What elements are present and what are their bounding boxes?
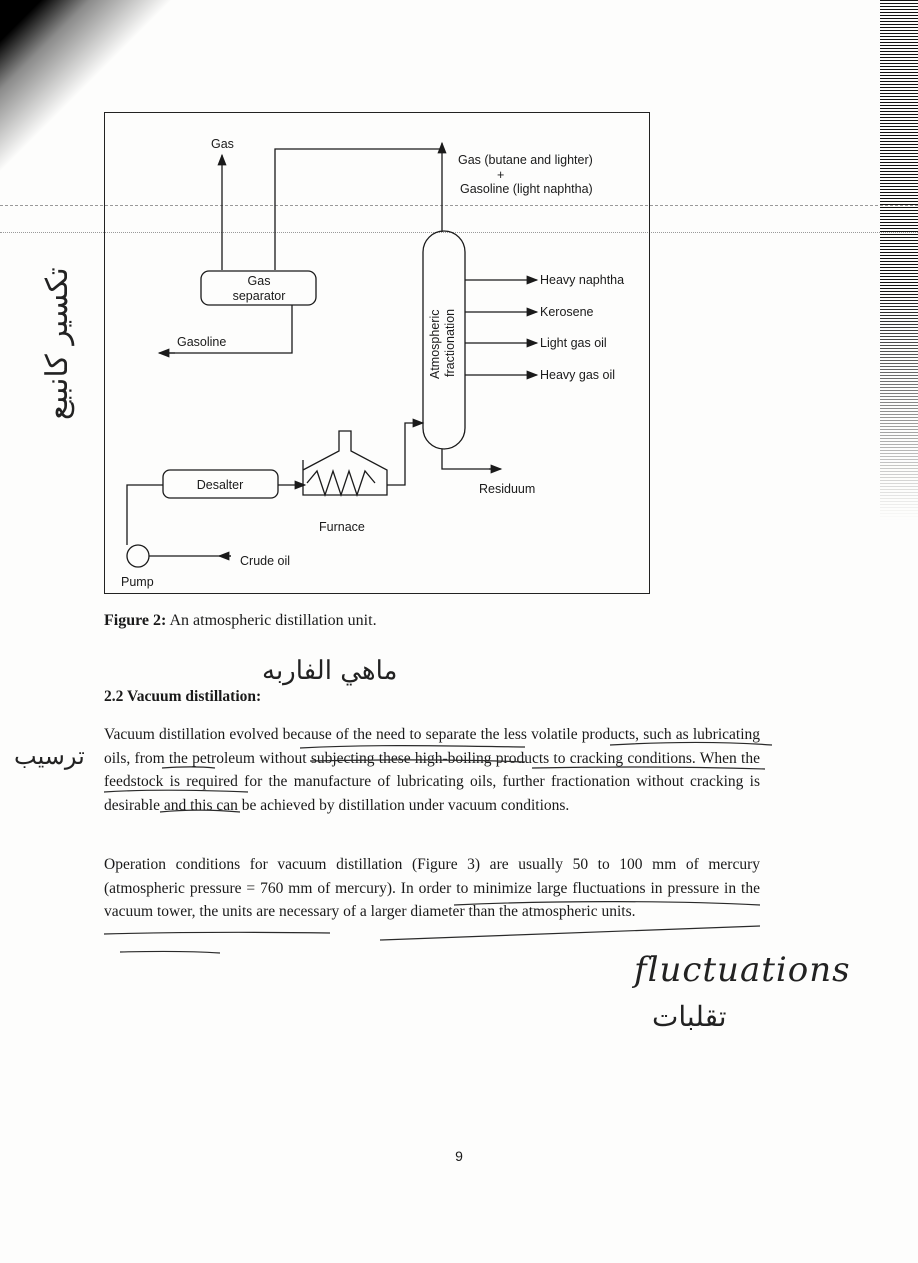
- caption-prefix: Figure 2:: [104, 612, 167, 629]
- strike-fractionation: [160, 810, 240, 812]
- label-plus: +: [497, 168, 505, 182]
- label-light-gas-oil: Light gas oil: [540, 336, 607, 350]
- handwritten-fluctuations: fluctuations: [634, 950, 851, 990]
- label-gas-separator-1: Gas: [247, 274, 271, 288]
- label-heavy-gas-oil: Heavy gas oil: [540, 368, 616, 382]
- label-column-2: fractionation: [443, 308, 457, 377]
- underline-long: [380, 926, 760, 940]
- label-desalter: Desalter: [196, 478, 244, 492]
- paragraph-vacuum-intro: Vacuum distillation evolved because of the need to separate the less volatile products, such as lubricating oils, from the petroleum without subjecting these high-boiling products to cracking conditions. When the feedstock is required for the manufacture of lubricating oils, further fractionation without cracking is desirable and this can be achieved by distillation under vacuum conditions.: [104, 726, 760, 814]
- label-gasoline-light-naphtha: Gasoline (light naphtha): [460, 182, 593, 196]
- caption-text: An atmospheric distillation unit.: [166, 612, 377, 629]
- underline-products: [610, 742, 772, 745]
- underline-atmospheric-units: [104, 932, 330, 934]
- underline-high-boiling: [532, 767, 765, 769]
- underline-cracking: [104, 790, 248, 792]
- label-gas-top: Gas: [211, 137, 234, 151]
- label-gasoline: Gasoline: [177, 335, 227, 349]
- label-gas-butane: Gas (butane and lighter): [458, 153, 593, 167]
- handwritten-arabic-heading-note: ماهي الفاربه: [262, 656, 398, 686]
- strike-without-subjecting: [310, 760, 525, 762]
- underline-short: [120, 951, 220, 953]
- label-pump: Pump: [121, 575, 154, 589]
- label-column-1: Atmospheric: [428, 309, 442, 379]
- paragraph-operation-conditions: Operation conditions for vacuum distillation (Figure 3) are usually 50 to 100 mm of mercury (atmospheric pressure = 760 mm of mercury). In order to minimize large fluctuations in pressure in the vacuum tower, the units are necessary of a larger diameter than the atmospheric units.: [104, 856, 760, 921]
- handwritten-fluctuations-arabic: تقلبات: [652, 1000, 727, 1033]
- label-kerosene: Kerosene: [540, 305, 594, 319]
- label-crude-oil: Crude oil: [240, 554, 291, 568]
- underline-petroleum: [300, 746, 525, 748]
- section-heading: 2.2 Vacuum distillation:: [104, 688, 262, 705]
- label-gas-separator-2: separator: [232, 289, 286, 303]
- underline-oils: [162, 767, 215, 768]
- handwritten-arabic-margin-note: ترسيب: [14, 742, 85, 770]
- label-heavy-naphtha: Heavy naphtha: [540, 273, 625, 287]
- page-number: 9: [455, 1148, 463, 1164]
- underline-larger-diameter: [454, 902, 760, 905]
- label-residuum: Residuum: [479, 482, 536, 496]
- label-furnace: Furnace: [319, 520, 365, 534]
- handwritten-arabic-vertical-note: تكسير كانبيع: [40, 267, 75, 420]
